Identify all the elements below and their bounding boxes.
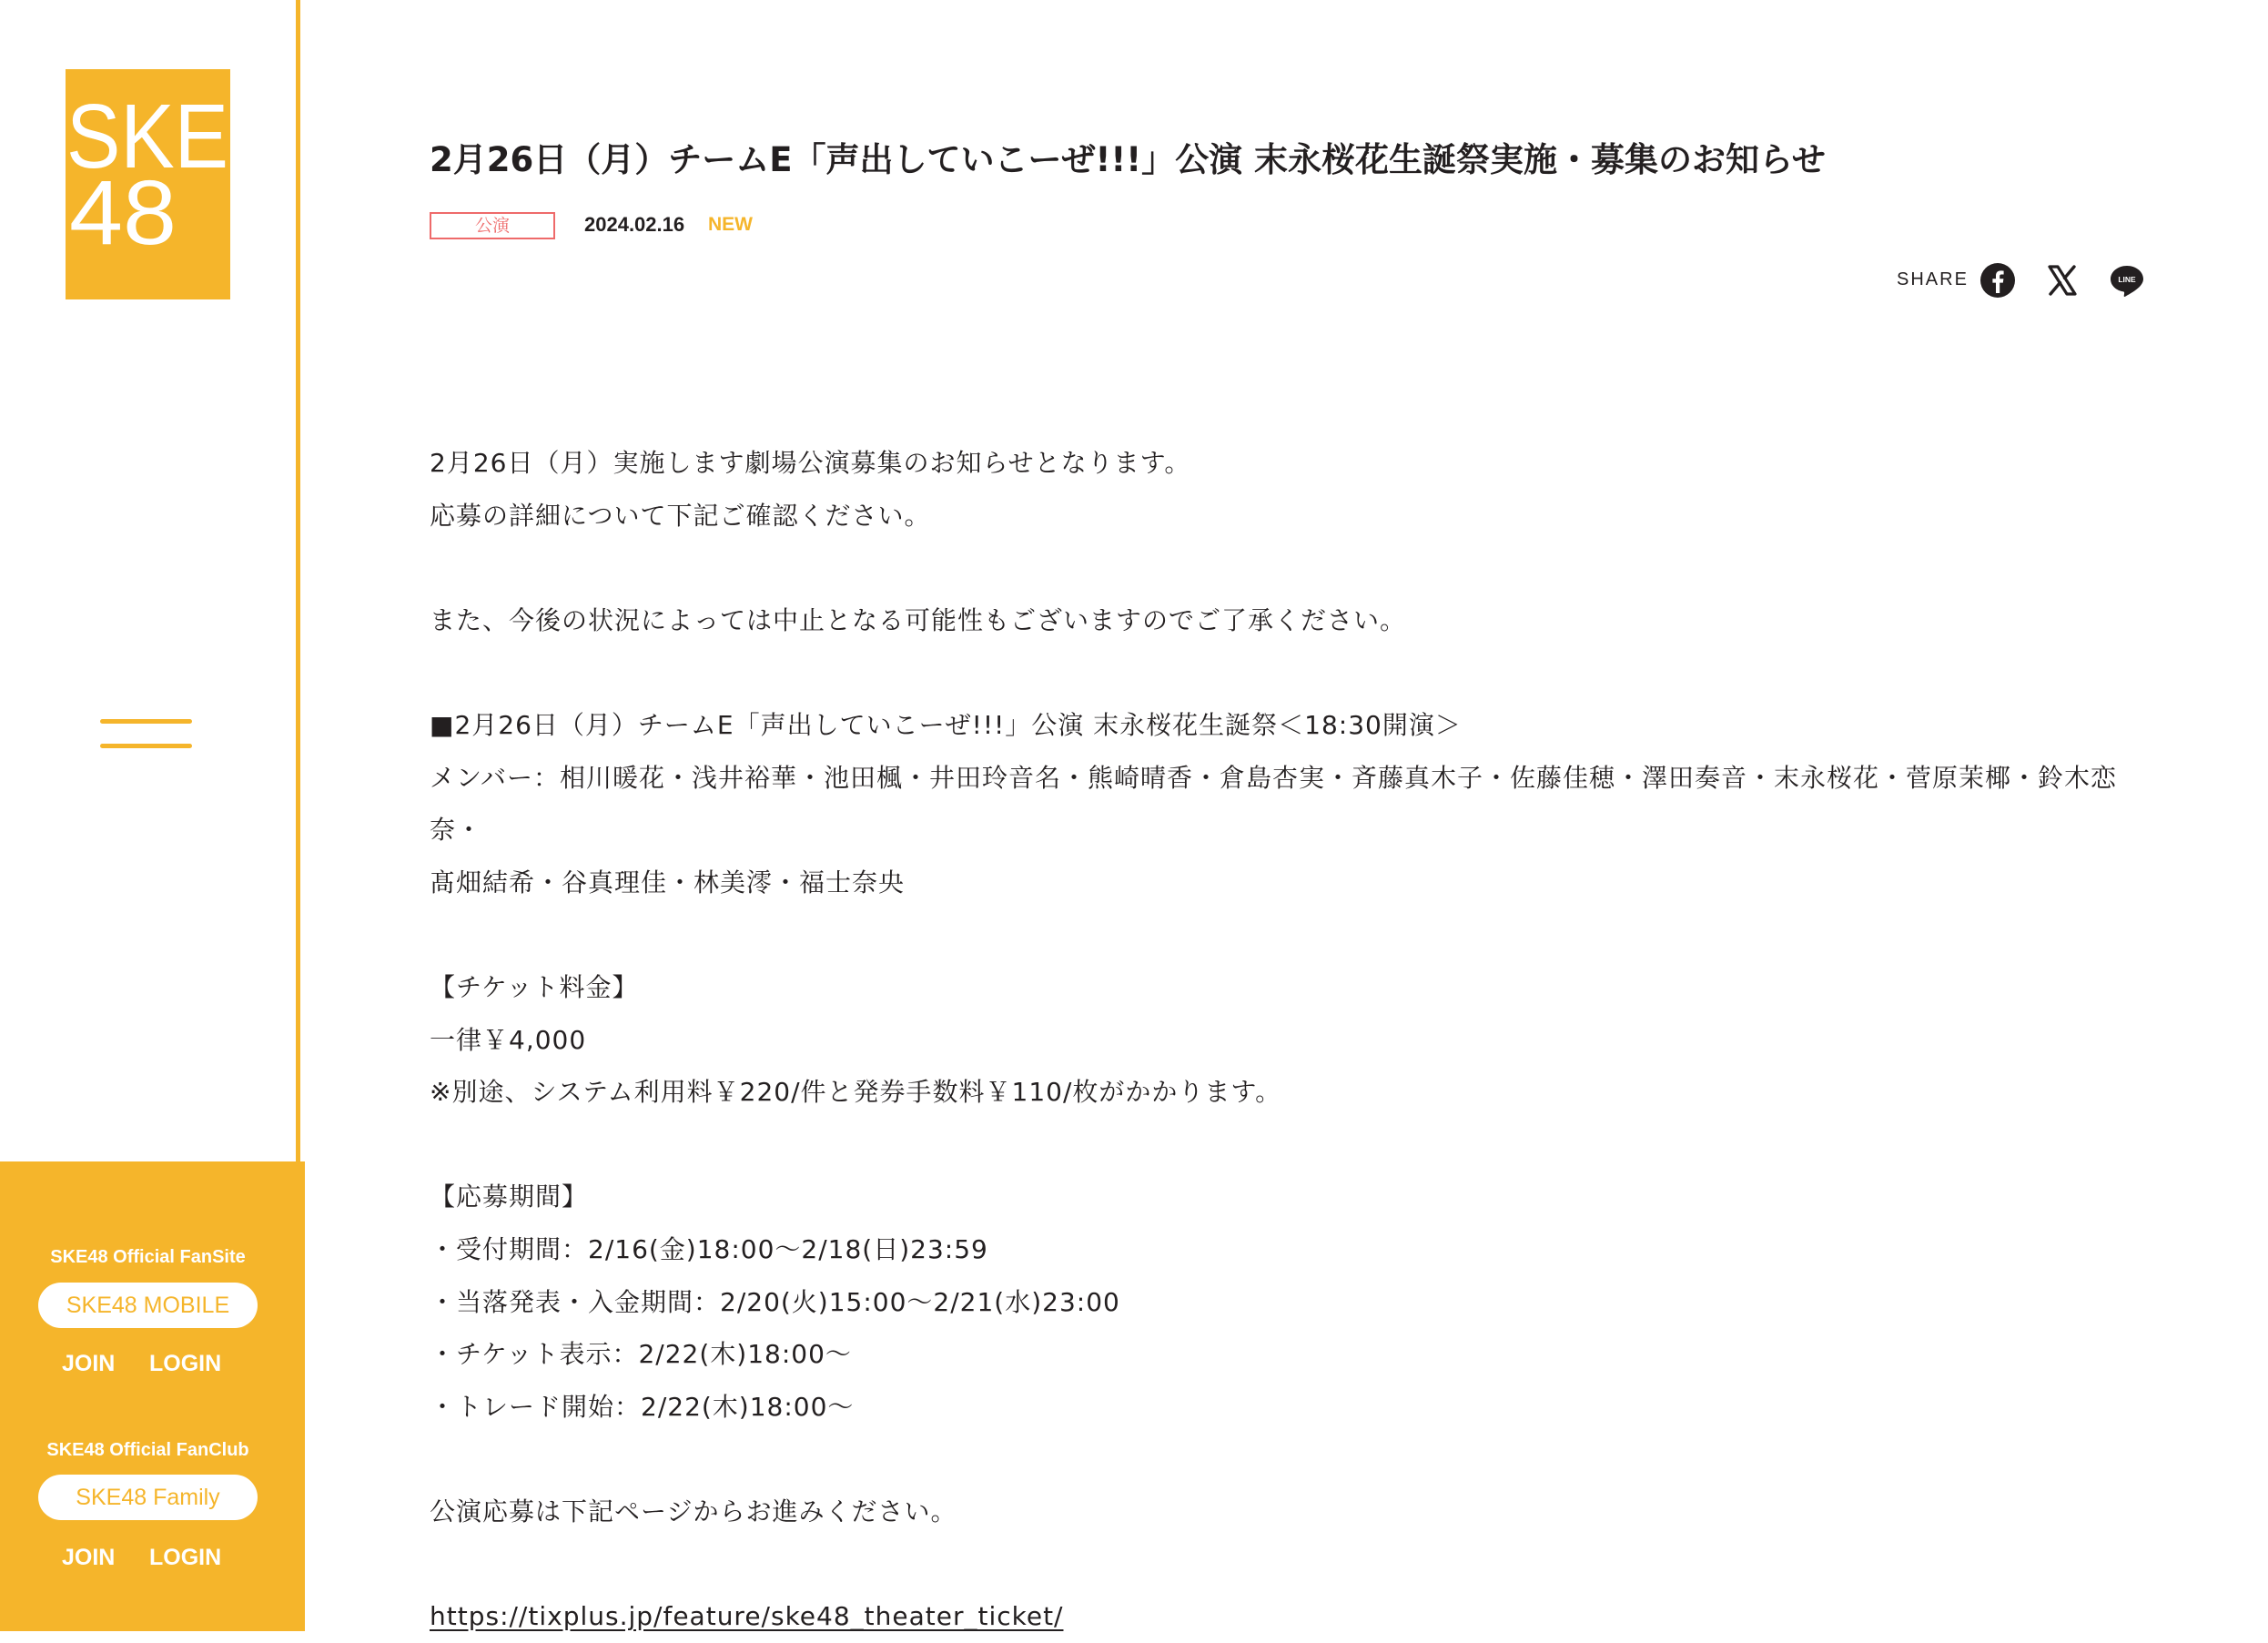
page-title: 2月26日（月）チームE「声出していこーぜ!!!」公演 末永桜花生誕祭実施・募集のお知らせ — [430, 140, 1826, 179]
menu-line — [100, 719, 192, 724]
body-paragraph: 一律￥4,000 — [430, 1024, 587, 1055]
paragraph-spacer — [430, 1537, 2159, 1590]
ske48-mobile-button[interactable]: SKE48 MOBILE — [38, 1283, 258, 1328]
body-paragraph: ■2月26日（月）チームE「声出していこーぜ!!!」公演 末永桜花生誕祭＜18:30開演＞ — [430, 709, 1462, 740]
paragraph-spacer — [430, 908, 2159, 961]
logo-text-48: 48 — [69, 162, 177, 264]
body-paragraph: ※別途、システム利用料￥220/件と発券手数料￥110/枚がかかります。 — [430, 1077, 1282, 1108]
new-badge: NEW — [708, 214, 753, 235]
body-paragraph: 応募の詳細について下記ご確認ください。 — [430, 500, 931, 531]
body-paragraph: ・トレード開始：2/22(木)18:00～ — [430, 1391, 855, 1422]
article-body — [430, 437, 2159, 1643]
fanclub-login-link[interactable]: LOGIN — [149, 1545, 222, 1570]
menu-line — [100, 744, 192, 748]
fan-links-panel — [0, 1161, 305, 1631]
ske48-family-button[interactable]: SKE48 Family — [38, 1475, 258, 1520]
fanclub-join-link[interactable]: JOIN — [62, 1545, 116, 1570]
fansite-title: SKE48 Official FanSite — [50, 1247, 246, 1267]
body-paragraph: メンバー：相川暖花・浅井裕華・池田楓・井田玲音名・熊崎晴香・倉島杏実・斉藤真木子・佐藤佳穂・澤田奏音・末永桜花・菅原茉椰・鈴木恋奈・ — [430, 762, 2118, 846]
body-paragraph: また、今後の状況によっては中止となる可能性もございますのでご了承ください。 — [430, 604, 1407, 635]
hamburger-menu-icon[interactable] — [100, 717, 192, 750]
body-paragraph: 髙畑結希・谷真理佳・林美澪・福士奈央 — [430, 867, 906, 898]
paragraph-spacer — [430, 646, 2159, 699]
ticket-link[interactable]: https://tixplus.jp/feature/ske48_theater_ticket/ — [430, 1601, 1064, 1632]
body-paragraph: 公演応募は下記ページからお進みください。 — [430, 1496, 957, 1526]
body-paragraph: 2月26日（月）実施します劇場公演募集のお知らせとなります。 — [430, 448, 1191, 478]
line-icon[interactable] — [2109, 262, 2145, 299]
logo-text-ske: SKE — [66, 86, 228, 188]
fanclub-title: SKE48 Official FanClub — [46, 1440, 249, 1460]
body-paragraph: ・当落発表・入金期間：2/20(火)15:00～2/21(水)23:00 — [430, 1286, 1120, 1317]
body-paragraph: 【応募期間】 — [430, 1182, 589, 1212]
paragraph-spacer — [430, 1433, 2159, 1486]
paragraph-spacer — [430, 1119, 2159, 1171]
category-badge[interactable]: 公演 — [430, 212, 555, 239]
fansite-join-link[interactable]: JOIN — [62, 1351, 116, 1376]
share-label: SHARE — [1897, 269, 1969, 289]
article-date: 2024.02.16 — [584, 213, 685, 236]
ske48-logo[interactable] — [66, 69, 230, 299]
body-paragraph: ・チケット表示：2/22(木)18:00～ — [430, 1339, 852, 1370]
body-paragraph: 【チケット料金】 — [430, 971, 639, 1002]
link-paragraph — [430, 1590, 2159, 1643]
line-icon-text: LINE — [2118, 275, 2136, 284]
body-paragraph: ・受付期間：2/16(金)18:00～2/18(日)23:59 — [430, 1233, 988, 1264]
paragraph-spacer — [430, 542, 2159, 594]
x-icon[interactable] — [2044, 262, 2081, 299]
fansite-login-link[interactable]: LOGIN — [149, 1351, 222, 1376]
ske48-logo-mark — [66, 69, 230, 299]
facebook-icon[interactable] — [1979, 262, 2016, 299]
